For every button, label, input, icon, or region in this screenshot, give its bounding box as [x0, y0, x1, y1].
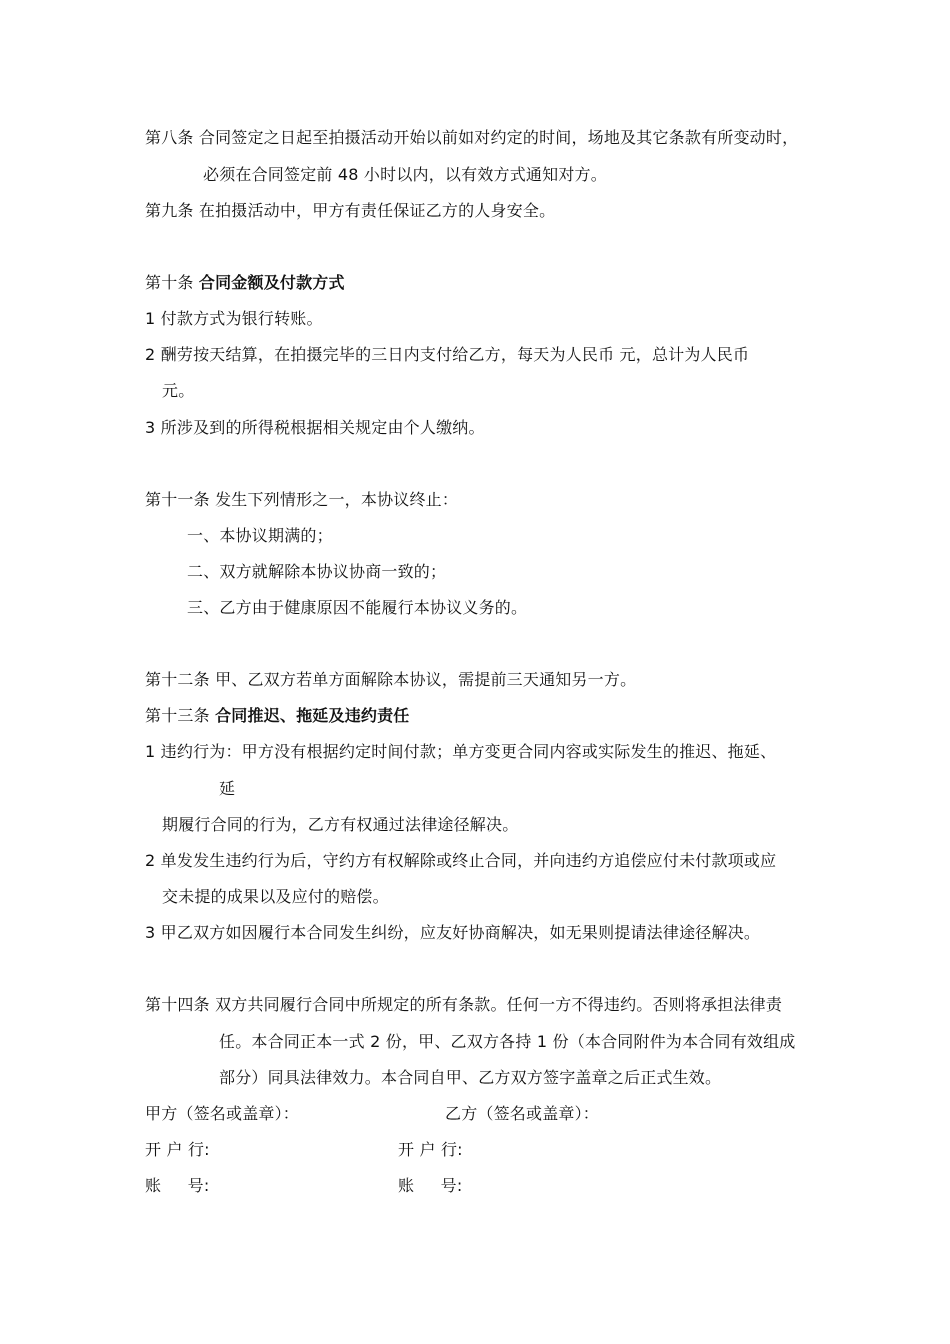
party-b-bank: 开 户 行:: [398, 1140, 463, 1159]
article-14-line-2: 任。本合同正本一式 2 份，甲、乙双方各持 1 份（本合同附件为本合同有效组成: [219, 1032, 796, 1051]
article-13-item-1-line-2: 延: [219, 779, 236, 798]
article-12: 第十二条 甲、乙双方若单方面解除本协议，需提前三天通知另一方。: [145, 670, 637, 689]
party-a-bank: 开 户 行:: [145, 1140, 210, 1159]
article-10-item-2-line-2: 元。: [162, 381, 195, 400]
article-14-line-1: 第十四条 双方共同履行合同中所规定的所有条款。任何一方不得违约。否则将承担法律责: [145, 995, 783, 1014]
article-11-item-1: 一、本协议期满的；: [187, 526, 333, 545]
article-13-title: 合同推迟、拖延及违约责任: [215, 706, 410, 725]
article-9: 第九条 在拍摄活动中，甲方有责任保证乙方的人身安全。: [145, 201, 556, 220]
party-a-account: 账 号:: [145, 1176, 210, 1195]
article-10-item-3: 3 所涉及到的所得税根据相关规定由个人缴纳。: [145, 418, 485, 437]
article-10-item-1: 1 付款方式为银行转账。: [145, 309, 323, 328]
article-13-prefix: 第十三条: [145, 706, 216, 725]
article-13-item-2-line-2: 交未提的成果以及应付的赔偿。: [162, 887, 389, 906]
article-8-line-2: 必须在合同签定前 48 小时以内，以有效方式通知对方。: [203, 165, 607, 184]
article-13-heading: [145, 705, 410, 727]
article-10-title: 合同金额及付款方式: [198, 273, 345, 292]
article-13-item-1-line-3: 期履行合同的行为，乙方有权通过法律途径解决。: [162, 815, 519, 834]
party-b-account: 账 号:: [398, 1176, 463, 1195]
article-11-intro: 第十一条 发生下列情形之一，本协议终止：: [145, 490, 459, 509]
party-a-signature: 甲方（签名或盖章）：: [145, 1104, 300, 1123]
article-13-item-3: 3 甲乙双方如因履行本合同发生纠纷，应友好协商解决，如无果则提请法律途径解决。: [145, 923, 761, 942]
article-13-item-1-line-1: 1 违约行为：甲方没有根据约定时间付款；单方变更合同内容或实际发生的推迟、拖延、: [145, 742, 777, 761]
article-14-line-3: 部分）同具法律效力。本合同自甲、乙方双方签字盖章之后正式生效。: [219, 1068, 722, 1087]
party-b-signature: 乙方（签名或盖章）：: [445, 1104, 600, 1123]
article-11-item-3: 三、乙方由于健康原因不能履行本协议义务的。: [187, 598, 528, 617]
article-10-item-2-line-1: 2 酬劳按天结算，在拍摄完毕的三日内支付给乙方，每天为人民币 元，总计为人民币: [145, 345, 750, 364]
article-13-item-2-line-1: 2 单发发生违约行为后，守约方有权解除或终止合同，并向违约方追偿应付未付款项或应: [145, 851, 777, 870]
article-10-heading: [145, 272, 345, 294]
article-8-line-1: 第八条 合同签定之日起至拍摄活动开始以前如对约定的时间，场地及其它条款有所变动时，: [145, 128, 799, 147]
article-10-prefix: 第十条: [145, 273, 199, 292]
article-11-item-2: 二、双方就解除本协议协商一致的；: [187, 562, 447, 581]
